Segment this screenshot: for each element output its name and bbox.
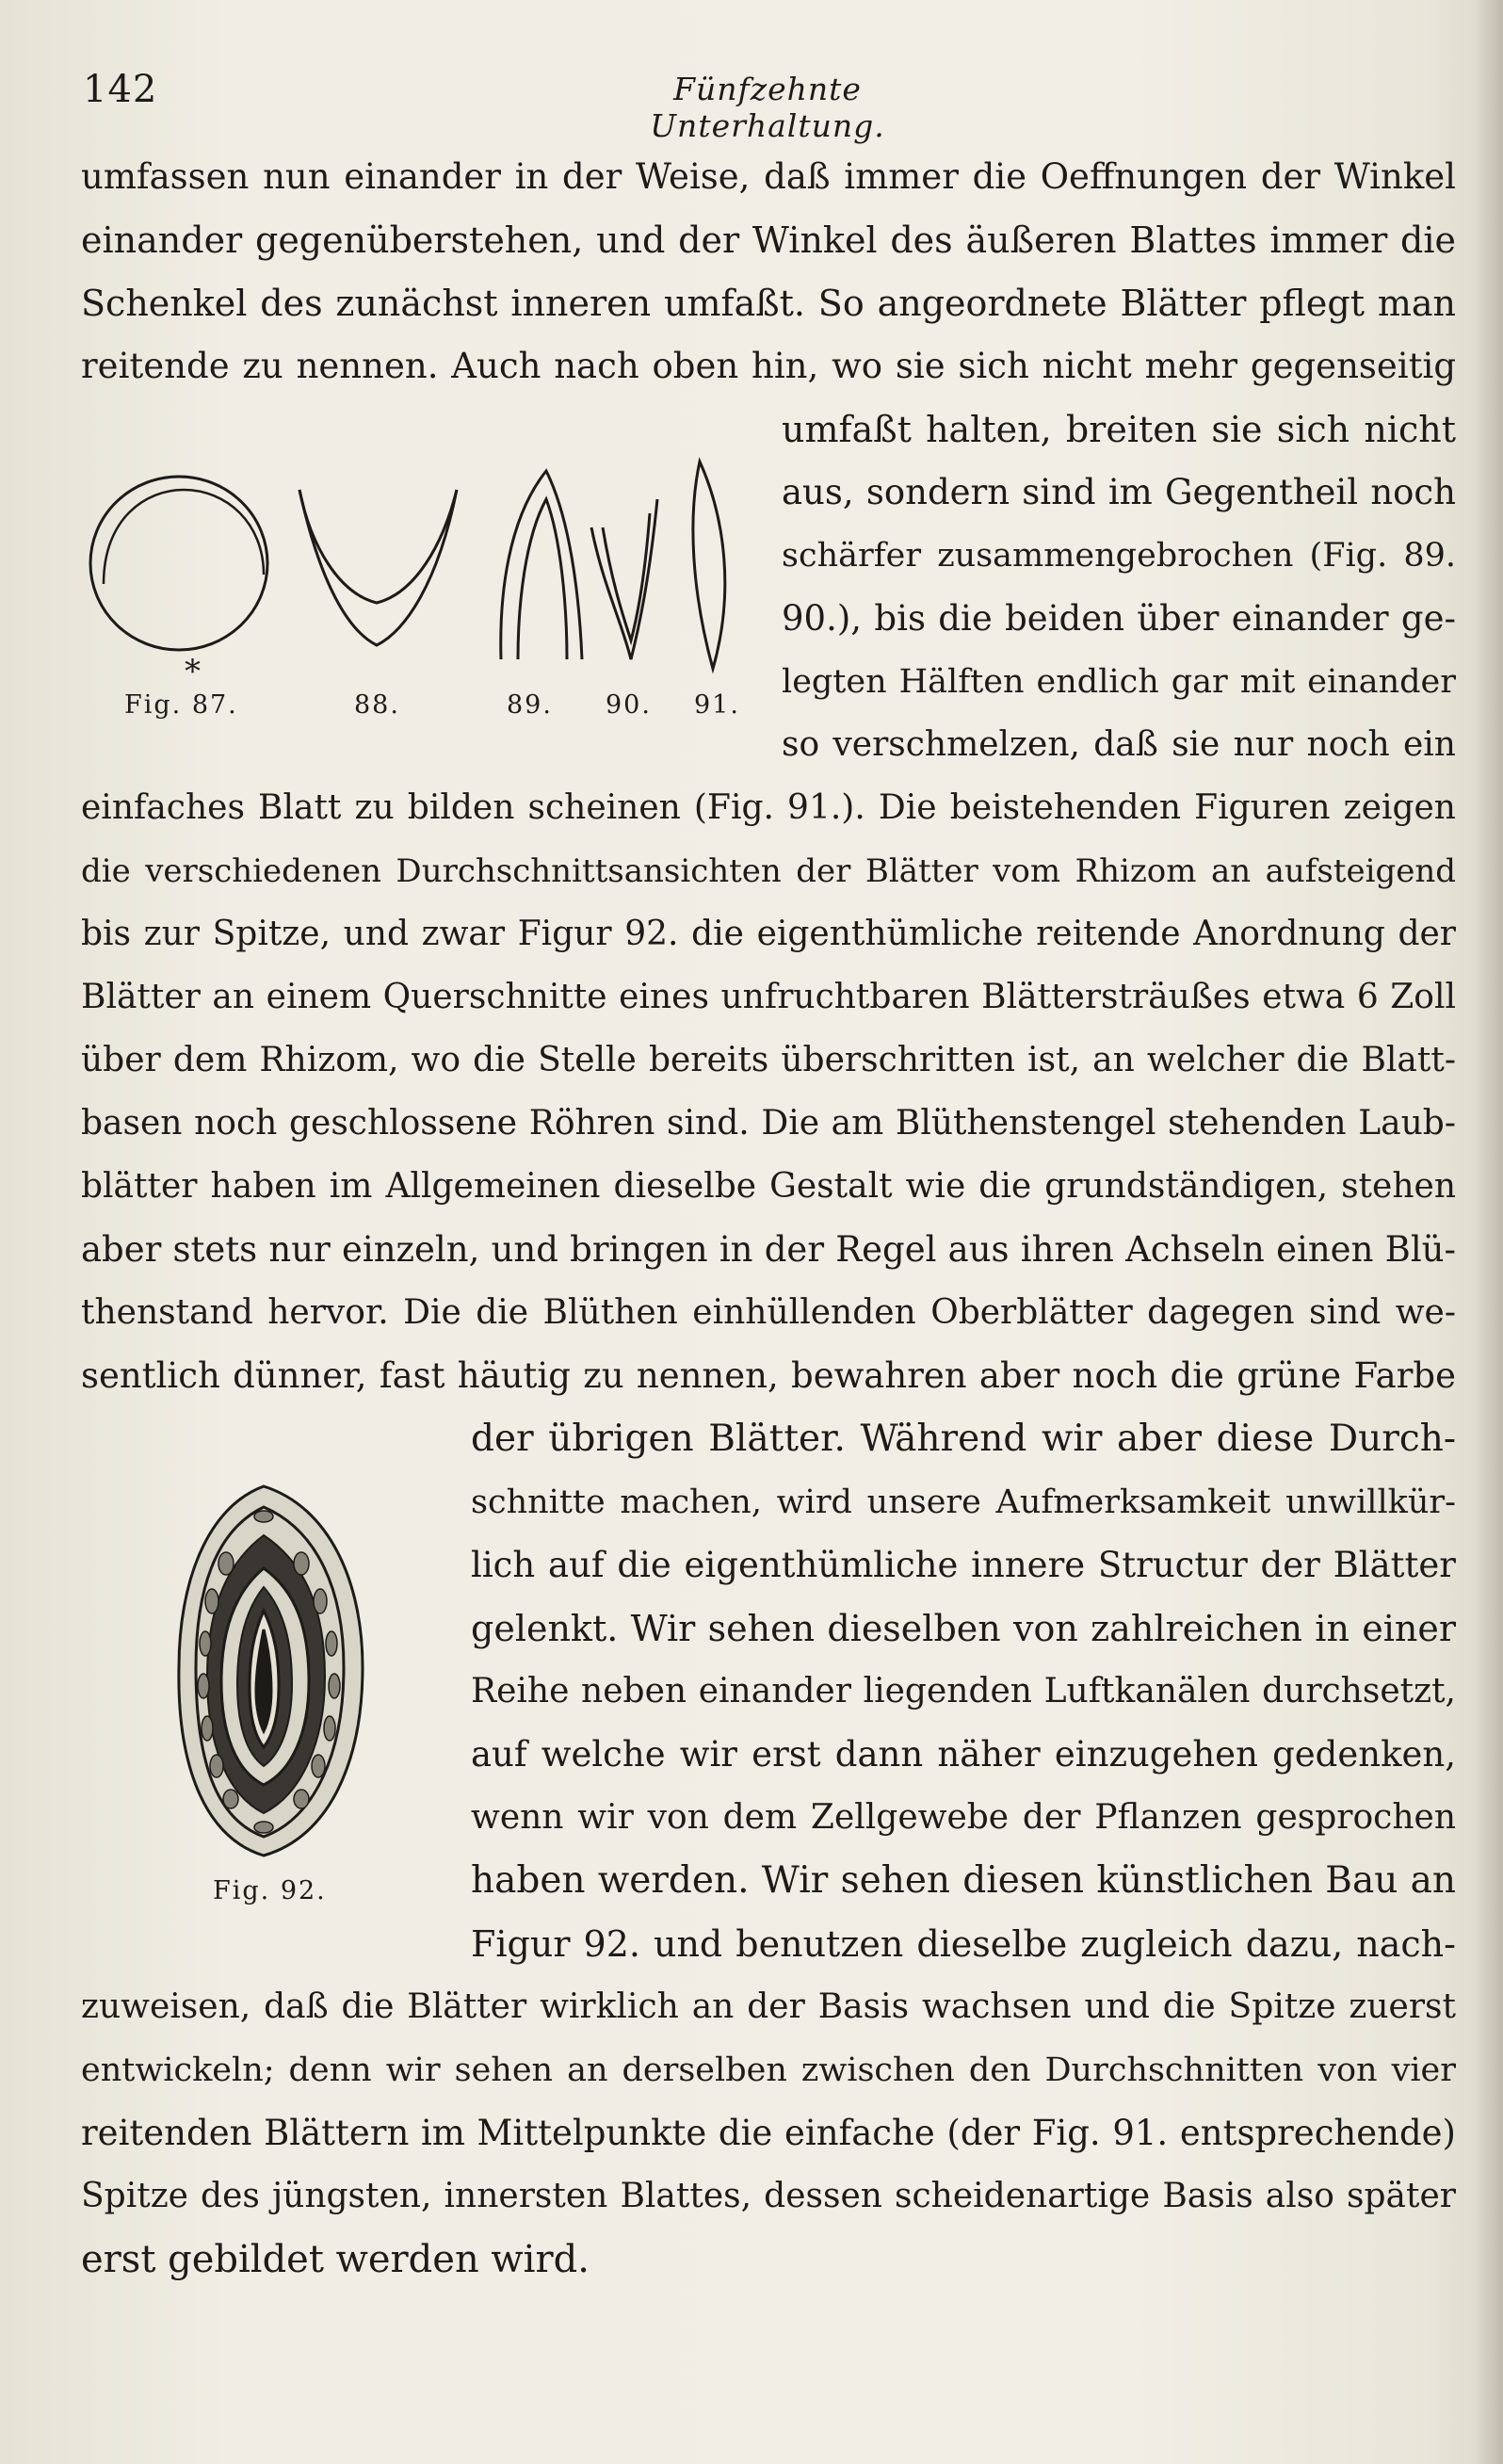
- text-line: Figur 92. und benutzen dieselbe zugleich dazu, nach-: [471, 1923, 1456, 1965]
- figure-89-drawing: [501, 471, 582, 659]
- figures-87-91-illustration: [75, 443, 753, 688]
- text-line: so verschmelzen, daß sie nur noch ein: [782, 725, 1456, 764]
- text-line: Blätter an einem Querschnitte eines unfruchtbaren Blättersträußes etwa 6 Zoll: [81, 978, 1456, 1016]
- figure-87-asterisk: *: [185, 653, 202, 690]
- figure-88-drawing: [299, 490, 457, 645]
- text-line: auf welche wir erst dann näher einzugehen gedenken,: [471, 1734, 1456, 1775]
- text-line: die verschiedenen Durchschnittsansichten der Blätter vom Rhizom an aufsteigend: [81, 852, 1456, 890]
- text-line: Spitze des jüngsten, innersten Blattes, dessen scheidenartige Basis also später: [81, 2177, 1456, 2215]
- figure-87-drawing: [90, 477, 267, 650]
- figure-87-label: Fig. 87.: [124, 690, 238, 720]
- figure-90-label: 90.: [606, 690, 652, 720]
- text-line: aus, sondern sind im Gegentheil noch: [782, 472, 1456, 512]
- text-line: 90.), bis die beiden über einander ge-: [782, 598, 1456, 639]
- text-line: der übrigen Blätter. Während wir aber diese Durch-: [471, 1418, 1456, 1460]
- text-line: entwickeln; denn wir sehen an derselben zwischen den Durchschnitten von vier: [81, 2051, 1456, 2089]
- text-line: blätter haben im Allgemeinen dieselbe Gestalt wie die grundständigen, stehen: [81, 1167, 1456, 1206]
- figure-88-label: 88.: [354, 690, 400, 720]
- figure-92-illustration: [170, 1479, 377, 1865]
- text-line: sentlich dünner, fast häutig zu nennen, bewahren aber noch die grüne Farbe: [81, 1355, 1456, 1396]
- figure-90-drawing: [591, 499, 657, 659]
- text-line: einfaches Blatt zu bilden scheinen (Fig. 91.). Die beistehenden Figuren zeigen: [81, 788, 1456, 827]
- text-line: thenstand hervor. Die die Blüthen einhüllenden Oberblätter dagegen sind we-: [81, 1293, 1456, 1332]
- text-line: Schenkel des zunächst inneren umfaßt. So angeordnete Blätter pflegt man: [81, 283, 1456, 324]
- figure-89-label: 89.: [507, 690, 553, 720]
- text-line: einander gegenüberstehen, und der Winkel des äußeren Blattes immer die: [81, 219, 1456, 261]
- text-line: reitende zu nennen. Auch nach oben hin, wo sie sich nicht mehr gegenseitig: [81, 346, 1456, 386]
- text-line: lich auf die eigenthümliche innere Structur der Blätter: [471, 1545, 1456, 1585]
- text-line: aber stets nur einzeln, und bringen in der Regel aus ihren Achseln einen Blü-: [81, 1229, 1456, 1270]
- text-line: umfaßt halten, breiten sie sich nicht: [782, 409, 1456, 450]
- running-head: Fünfzehnte Unterhaltung.: [650, 71, 885, 144]
- text-line: wenn wir von dem Zellgewebe der Pflanzen gesprochen: [471, 1798, 1456, 1837]
- page-edge-shadow: [1475, 0, 1503, 2464]
- text-line: reitenden Blättern im Mittelpunkte die einfache (der Fig. 91. entsprechende): [81, 2113, 1456, 2153]
- text-line: bis zur Spitze, und zwar Figur 92. die eigenthümliche reitende Anordnung der: [81, 915, 1456, 953]
- figure-92-label: Fig. 92.: [213, 1876, 327, 1905]
- figure-91-drawing: [693, 462, 725, 669]
- text-line: umfassen nun einander in der Weise, daß immer die Oeffnungen der Winkel: [81, 156, 1456, 197]
- text-line: haben werden. Wir sehen diesen künstlichen Bau an: [471, 1859, 1456, 1902]
- text-line: schnitte machen, wird unsere Aufmerksamkeit unwillkür-: [471, 1483, 1456, 1521]
- text-line: zuweisen, daß die Blätter wirklich an der Basis wachsen und die Spitze zuerst: [81, 1987, 1456, 2026]
- page-number: 142: [83, 68, 158, 111]
- text-line: erst gebildet werden wird.: [81, 2238, 590, 2281]
- text-line: basen noch geschlossene Röhren sind. Die am Blüthenstengel stehenden Laub-: [81, 1104, 1456, 1143]
- figure-91-label: 91.: [694, 690, 740, 720]
- text-line: schärfer zusammengebrochen (Fig. 89.: [782, 537, 1456, 575]
- text-line: gelenkt. Wir sehen dieselben von zahlreichen in einer: [471, 1608, 1456, 1649]
- text-line: legten Hälften endlich gar mit einander: [782, 663, 1456, 701]
- text-line: über dem Rhizom, wo die Stelle bereits überschritten ist, an welcher die Blatt-: [81, 1041, 1456, 1079]
- text-line: Reihe neben einander liegenden Luftkanälen durchsetzt,: [471, 1672, 1456, 1710]
